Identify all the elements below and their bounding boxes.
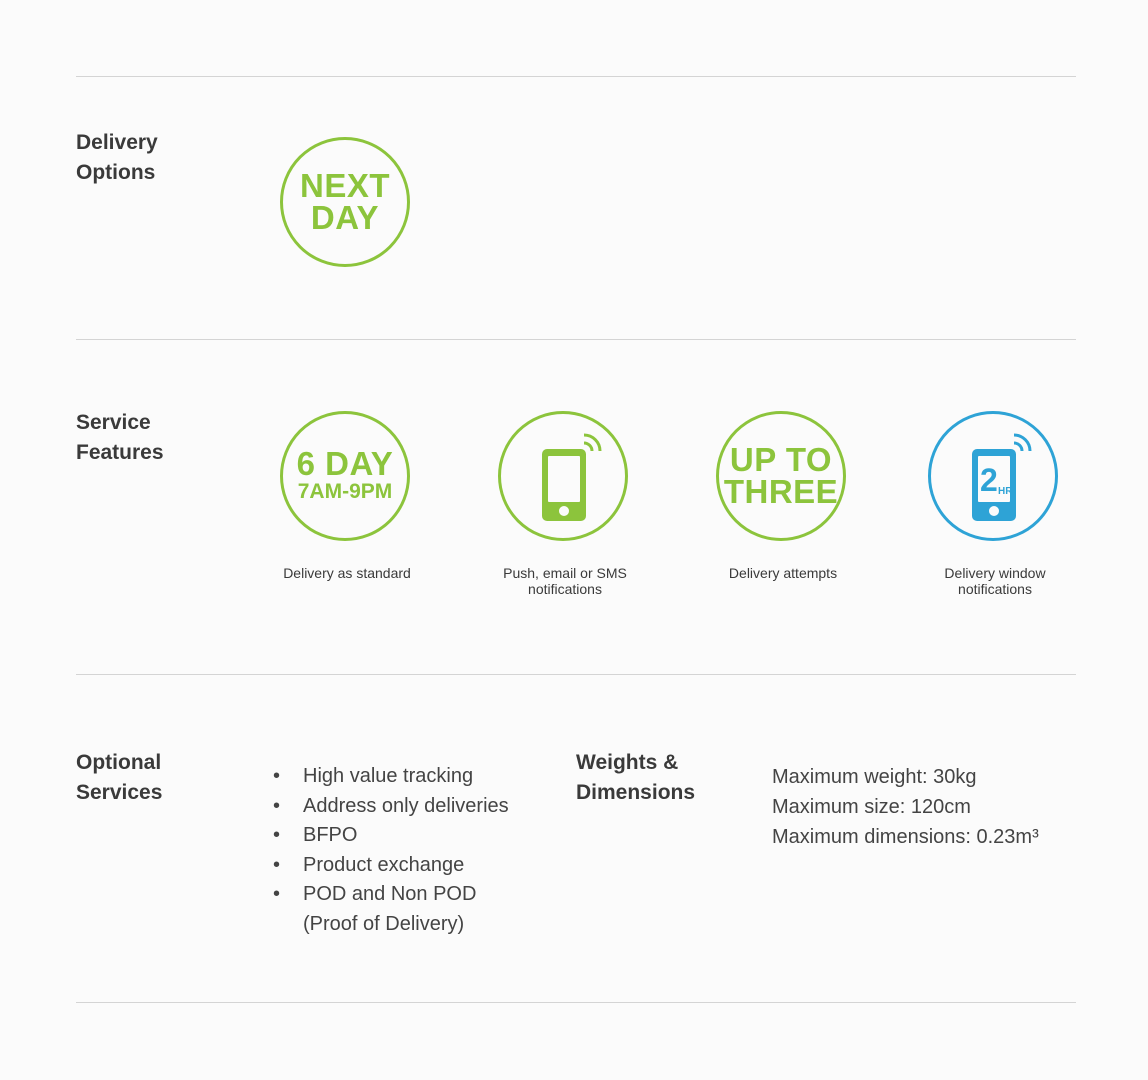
weights-dimensions-values (772, 762, 1039, 852)
up-to-three-badge (716, 411, 846, 541)
attempts-caption: Delivery attempts (728, 565, 838, 581)
next-day-badge-line2: DAY (310, 199, 380, 236)
delivery-window-caption: Delivery window notifications (944, 565, 1046, 597)
two-hr-subtext: HR (998, 486, 1013, 497)
mobile-phone-2hr-icon (962, 431, 1032, 523)
delivery-window-badge (928, 411, 1058, 541)
list-item: • BFPO (270, 821, 509, 851)
divider-top (76, 76, 1076, 77)
next-day-badge (280, 137, 410, 267)
six-day-caption: Delivery as standard (283, 565, 411, 581)
divider-bottom (76, 1002, 1076, 1003)
divider-1 (76, 339, 1076, 340)
max-dimensions: Maximum dimensions: 0.23m³ (772, 826, 1039, 848)
list-item: • High value tracking (270, 762, 509, 792)
up-to-three-badge-line2: THREE (723, 473, 839, 510)
six-day-badge-line1: 6 DAY (296, 445, 394, 482)
notifications-badge (498, 411, 628, 541)
six-day-badge-line2: 7AM-9PM (297, 480, 393, 503)
service-features-heading: Service Features (76, 411, 164, 464)
delivery-options-heading: Delivery Options (76, 131, 158, 184)
notifications-caption: Push, email or SMS notifications (503, 565, 627, 597)
up-to-three-badge-line1: UP TO (729, 441, 833, 478)
two-hr-text: 2 (980, 462, 998, 498)
divider-2 (76, 674, 1076, 675)
optional-services-heading: Optional Services (76, 751, 163, 804)
six-day-badge (280, 411, 410, 541)
weights-dimensions-heading: Weights & Dimensions (576, 751, 696, 804)
list-item: • Product exchange (270, 851, 509, 881)
list-item: • POD and Non POD (Proof of Delivery) (270, 880, 509, 939)
max-weight: Maximum weight: 30kg (772, 766, 977, 788)
next-day-badge-line1: NEXT (299, 167, 390, 204)
max-size: Maximum size: 120cm (772, 796, 971, 818)
list-item: • Address only deliveries (270, 792, 509, 822)
mobile-phone-signal-icon (532, 431, 602, 523)
optional-services-list (270, 762, 509, 939)
